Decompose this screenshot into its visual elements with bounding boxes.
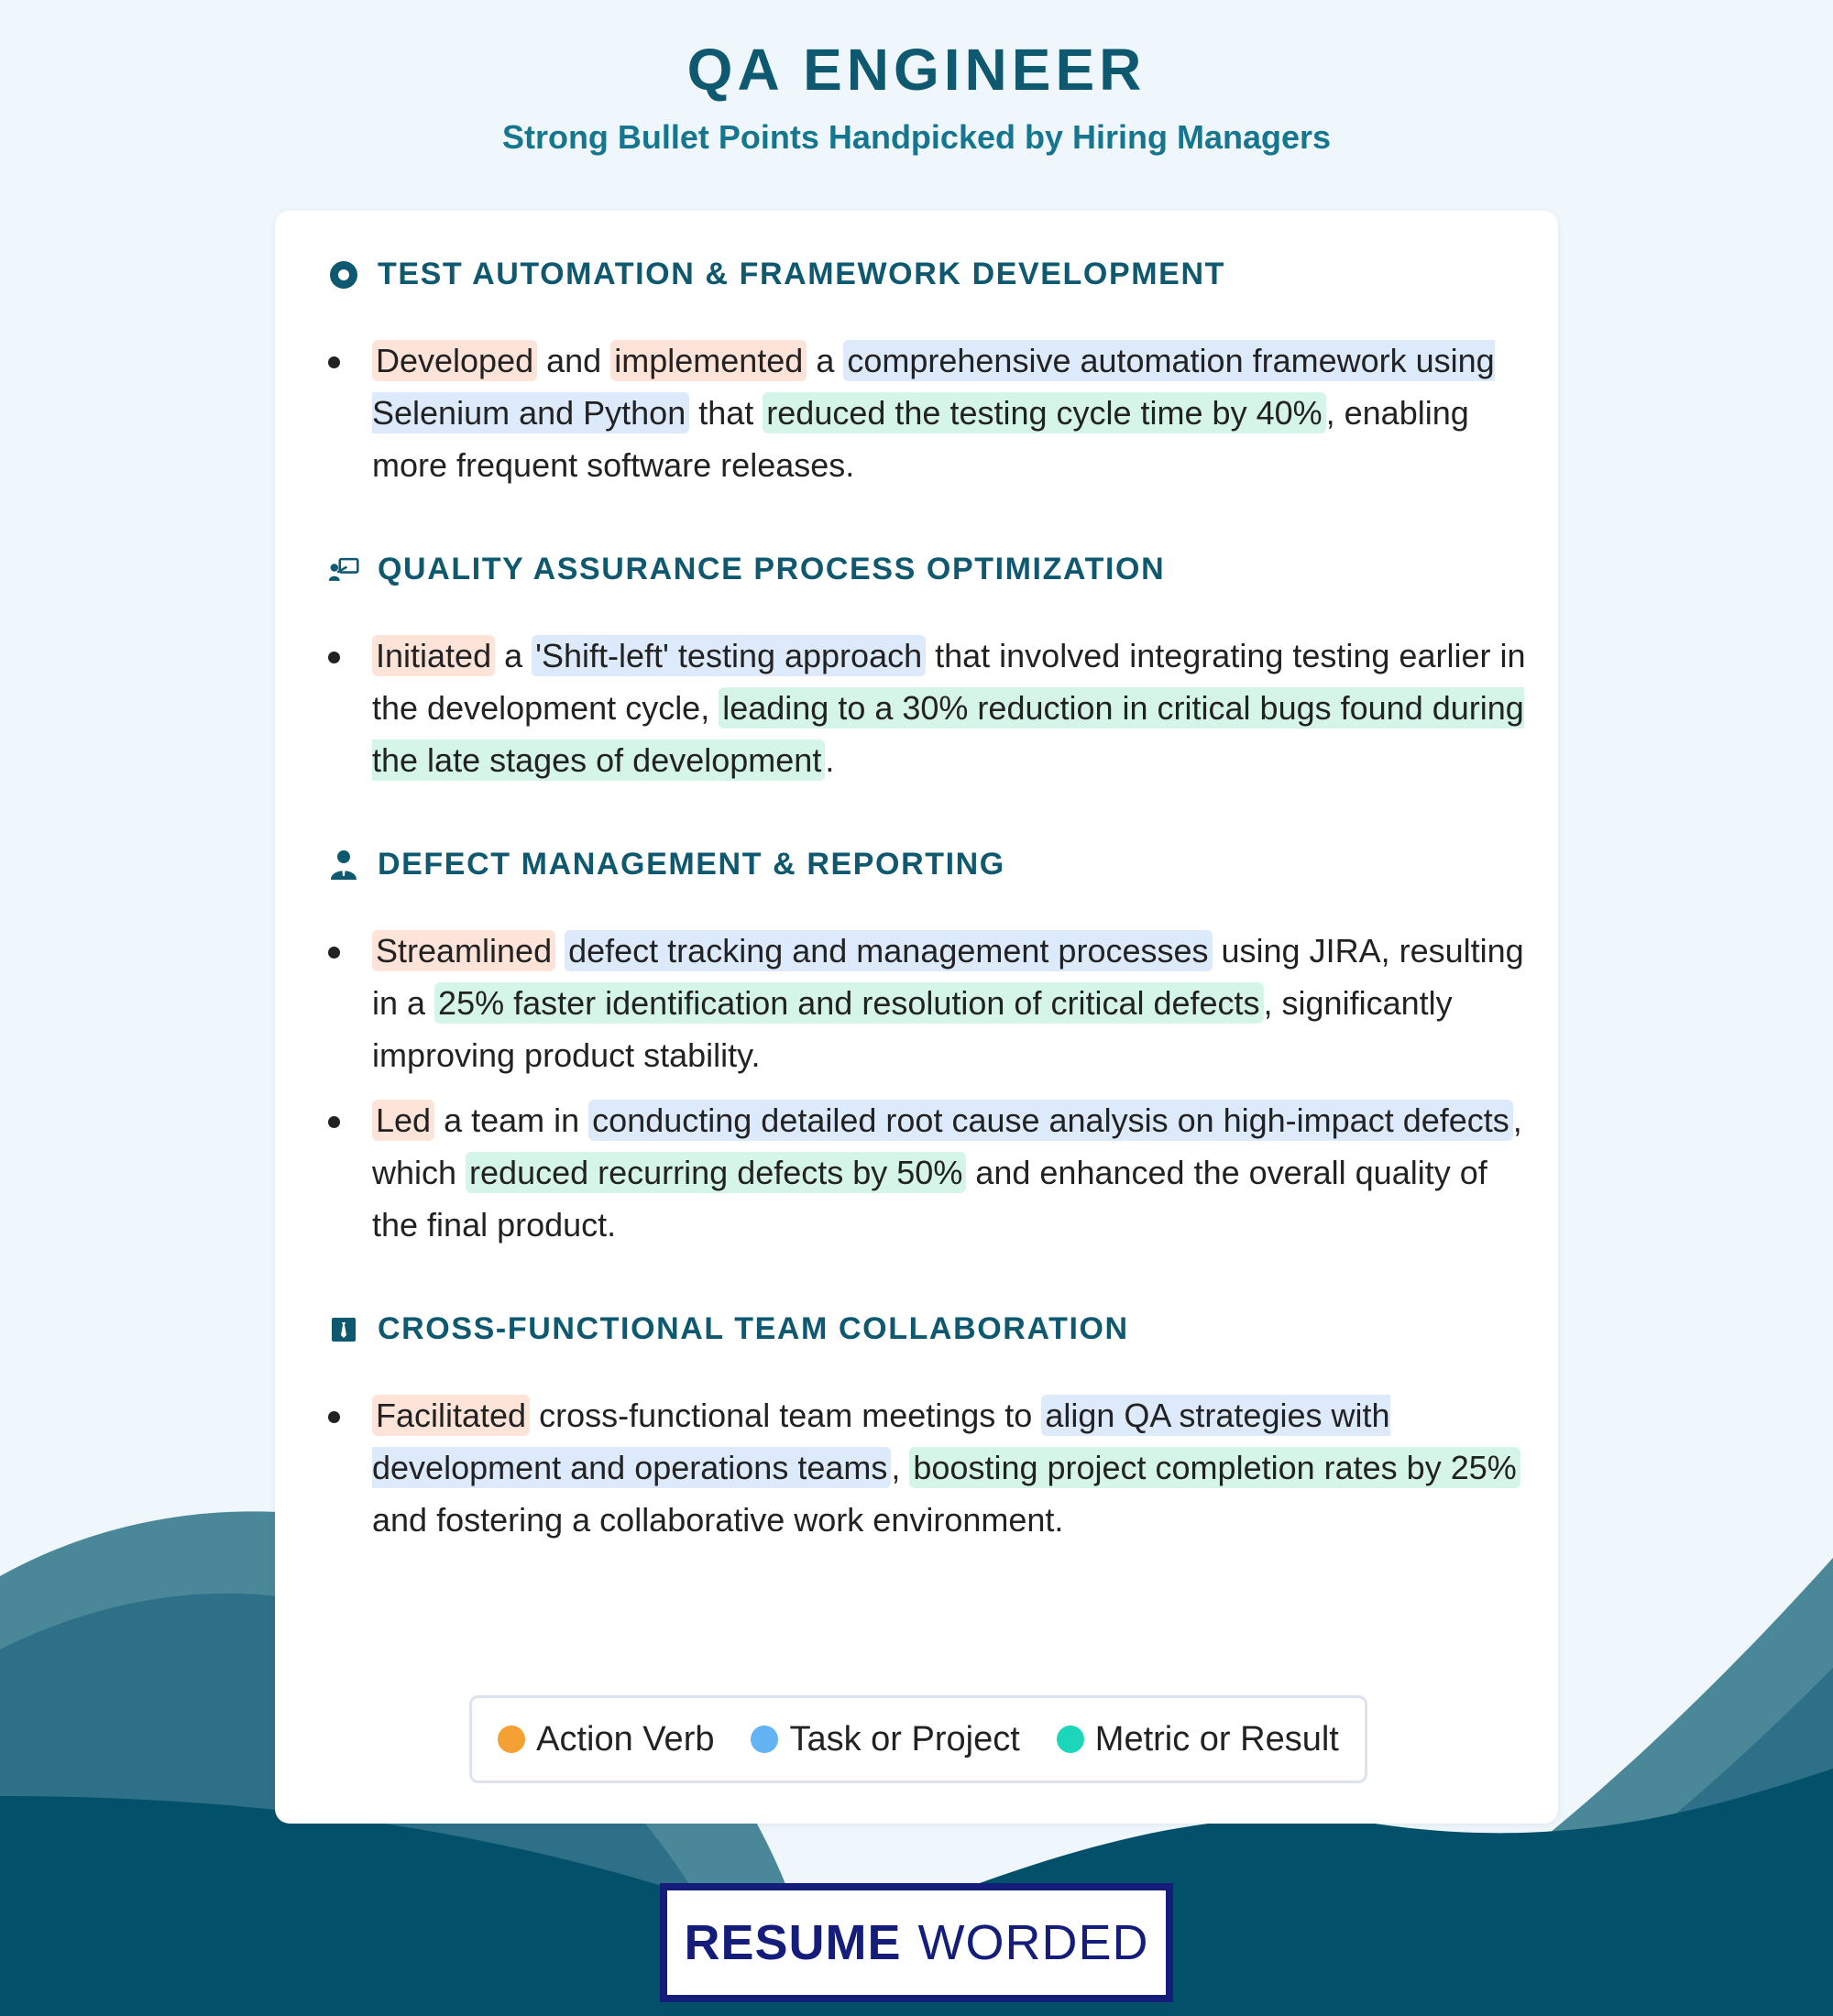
- section-title: QUALITY ASSURANCE PROCESS OPTIMIZATION: [378, 552, 1166, 586]
- task-highlight: defect tracking and management processes: [565, 930, 1212, 971]
- page-title: QA ENGINEER: [686, 37, 1147, 103]
- action-highlight: Developed: [372, 340, 537, 381]
- bullet-text: and: [537, 342, 611, 379]
- bullet-point: [328, 630, 1536, 786]
- metric-highlight: reduced the testing cycle time by 40%: [763, 392, 1325, 433]
- bullet-point: [328, 1389, 1536, 1546]
- metric-highlight: 25% faster identification and resolution of critical defects: [434, 982, 1263, 1024]
- manager-icon: [328, 849, 359, 881]
- bullet-point: [328, 1094, 1536, 1251]
- bullet-text: , enabling more frequent software releases.: [372, 394, 1469, 484]
- action-highlight: Initiated: [372, 635, 495, 676]
- bullet-point: [328, 334, 1536, 491]
- section-header: [328, 552, 1536, 587]
- teal-dot-icon: [1057, 1726, 1084, 1753]
- tie-badge-icon: [328, 1314, 359, 1345]
- bullet-text: .: [825, 741, 835, 779]
- page-subtitle: Strong Bullet Points Handpicked by Hiring Managers: [501, 118, 1332, 156]
- section-title: DEFECT MANAGEMENT & REPORTING: [378, 847, 1005, 882]
- bullet-text: a team in: [434, 1101, 589, 1139]
- sections-container: [328, 257, 1536, 1546]
- bullet-text: using JIRA, resulting in a: [372, 932, 1524, 1022]
- bullet-list: [328, 630, 1536, 786]
- legend-label-action-verb: Action Verb: [536, 1719, 715, 1759]
- section-title: TEST AUTOMATION & FRAMEWORK DEVELOPMENT: [378, 257, 1225, 291]
- action-highlight: implemented: [610, 340, 807, 381]
- bullet-text: that: [689, 394, 763, 432]
- blue-dot-icon: [751, 1726, 778, 1753]
- bullet-text: cross-functional team meetings to: [530, 1397, 1042, 1434]
- presenter-board-icon: [328, 554, 359, 586]
- orange-dot-icon: [498, 1726, 525, 1753]
- bullet-text: a: [495, 637, 532, 674]
- bullet-text: [555, 932, 565, 970]
- task-highlight: comprehensive automation framework using Selenium and Python: [372, 342, 1495, 432]
- metric-highlight: reduced recurring defects by 50%: [466, 1152, 966, 1193]
- task-highlight: 'Shift-left' testing approach: [532, 635, 926, 676]
- legend-label-task-or-project: Task or Project: [789, 1719, 1020, 1759]
- task-highlight: conducting detailed root cause analysis on high-impact defects: [588, 1100, 1513, 1141]
- logo-regular-word: WORDED: [917, 1915, 1149, 1970]
- highlight-legend: [469, 1695, 1367, 1783]
- resume-worded-logo: [660, 1883, 1173, 2002]
- bullet-text: , significantly improving product stability.: [372, 984, 1453, 1074]
- action-highlight: Led: [372, 1100, 434, 1141]
- bullet-text: and fostering a collaborative work environment.: [372, 1501, 1064, 1539]
- metric-highlight: leading to a 30% reduction in critical bugs found during the late stages of development: [372, 689, 1524, 779]
- legend-item-task-or-project: [751, 1720, 1019, 1759]
- section-header: [328, 847, 1536, 882]
- legend-label-metric-or-result: Metric or Result: [1094, 1719, 1339, 1759]
- task-highlight: align QA strategies with development and operations teams: [372, 1397, 1390, 1486]
- section-header: [328, 1311, 1536, 1347]
- action-highlight: Facilitated: [372, 1395, 530, 1436]
- section-header: [328, 257, 1536, 292]
- logo-bold-word: RESUME: [684, 1915, 902, 1970]
- bullet-list: [328, 1389, 1536, 1546]
- bullet-text: that involved integrating testing earlier in the development cycle,: [372, 637, 1526, 727]
- section: [328, 257, 1536, 491]
- bullet-list: [328, 334, 1536, 491]
- legend-item-metric-or-result: [1057, 1720, 1339, 1759]
- legend-item-action-verb: [498, 1720, 714, 1759]
- bullet-text: , which: [372, 1101, 1522, 1191]
- action-highlight: Streamlined: [372, 930, 555, 971]
- bullet-text: and enhanced the overall quality of the final product.: [372, 1154, 1487, 1244]
- bullet-points-card: [275, 211, 1558, 1824]
- section-title: CROSS-FUNCTIONAL TEAM COLLABORATION: [378, 1311, 1129, 1346]
- page-header: [0, 26, 1833, 158]
- bullet-point: [328, 925, 1536, 1081]
- bullet-text: a: [807, 342, 844, 379]
- section: [328, 552, 1536, 786]
- section: [328, 1311, 1536, 1546]
- bullet-text: ,: [891, 1449, 910, 1486]
- bullet-list: [328, 925, 1536, 1251]
- metric-highlight: boosting project completion rates by 25%: [909, 1447, 1520, 1488]
- target-icon: [328, 259, 359, 290]
- section: [328, 847, 1536, 1251]
